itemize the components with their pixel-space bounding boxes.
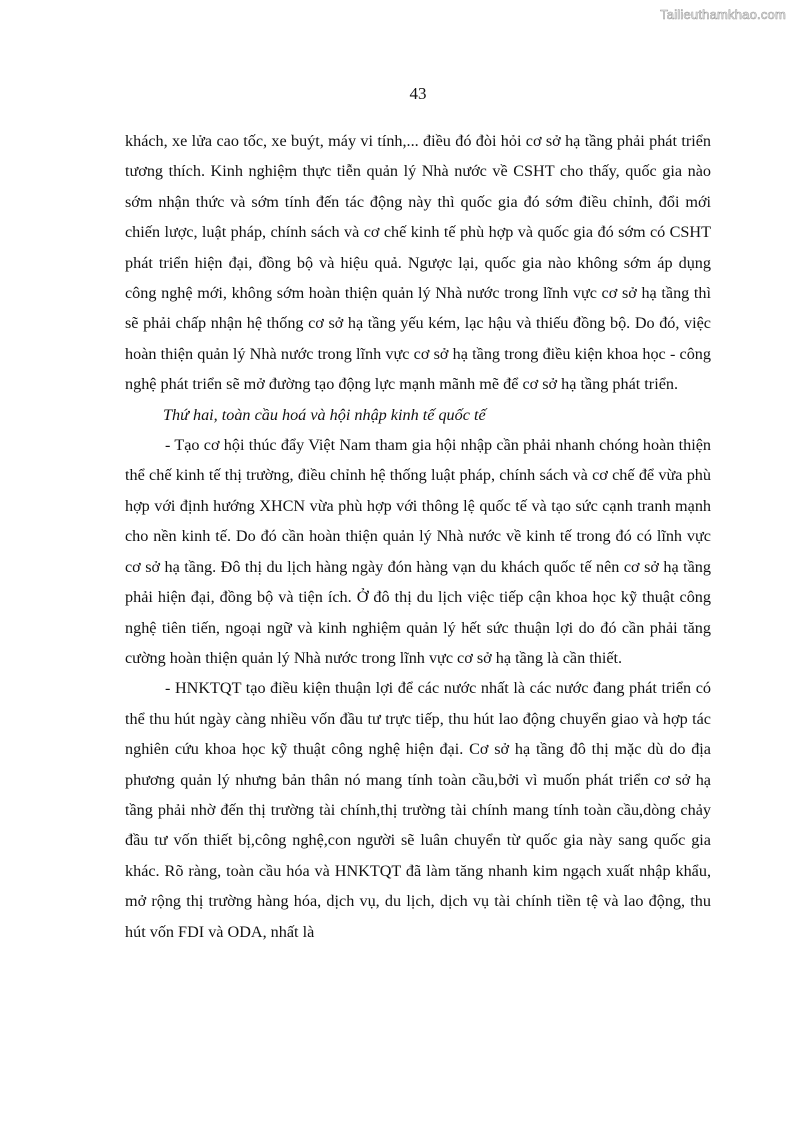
page-number: 43: [409, 84, 427, 103]
paragraph-continuation: khách, xe lửa cao tốc, xe buýt, máy vi tính,... điều đó đòi hỏi cơ sở hạ tầng phải phát triển tương thích. Kinh nghiệm thực tiễn quản lý Nhà nước về CSHT cho thấy, quốc gia nào sớm nhận thức và sớm tính đến tác động này thì quốc gia đó sớm điều chỉnh, đổi mới chiến lược, luật pháp, chính sách và cơ chế kinh tế phù hợp và quốc gia đó sớm có CSHT phát triển hiện đại, đồng bộ và hiệu quả. Ngược lại, quốc gia nào không sớm áp dụng công nghệ mới, không sớm hoàn thiện quản lý Nhà nước trong lĩnh vực cơ sở hạ tầng thì sẽ phải chấp nhận hệ thống cơ sở hạ tầng yếu kém, lạc hậu và thiếu đồng bộ. Do đó, việc hoàn thiện quản lý Nhà nước trong lĩnh vực cơ sở hạ tầng trong điều kiện khoa học - công nghệ phát triển sẽ mở đường tạo động lực mạnh mãnh mẽ để cơ sở hạ tầng phát triển.: [125, 132, 711, 394]
watermark-logo: Tailieuthamkhao.com: [660, 7, 786, 22]
paragraph-bullet: - Tạo cơ hội thúc đẩy Việt Nam tham gia hội nhập cần phải nhanh chóng hoàn thiện thể chế kinh tế thị trường, điều chỉnh hệ thống luật pháp, chính sách và cơ chế để vừa phù hợp với định hướng XHCN vừa phù hợp với thông lệ quốc tế và tạo sức cạnh tranh mạnh cho nền kinh tế. Do đó cần hoàn thiện quản lý Nhà nước về kinh tế trong đó có lĩnh vực cơ sở hạ tầng. Đô thị du lịch hàng ngày đón hàng vạn du khách quốc tế nên cơ sở hạ tầng phải hiện đại, đồng bộ và tiện ích. Ở đô thị du lịch việc tiếp cận khoa học kỹ thuật công nghệ tiên tiến, ngoại ngữ và kinh nghiệm quản lý hết sức thuận lợi do đó cần phải tăng cường hoàn thiện quản lý Nhà nước trong lĩnh vực cơ sở hạ tầng là cần thiết.: [125, 436, 711, 667]
paragraph-bullet: - HNKTQT tạo điều kiện thuận lợi để các nước nhất là các nước đang phát triển có thể thu hút ngày càng nhiều vốn đầu tư trực tiếp, thu hút lao động chuyển giao và hợp tác nghiên cứu khoa học kỹ thuật công nghệ hiện đại. Cơ sở hạ tầng đô thị mặc dù do địa phương quản lý nhưng bản thân nó mang tính toàn cầu,bởi vì muốn phát triển cơ sở hạ tầng phải nhờ đến thị trường tài chính,thị trường tài chính mang tính toàn cầu,dòng chảy đầu tư vốn thiết bị,công nghệ,con người sẽ luân chuyển từ quốc gia này sang quốc gia khác. Rõ ràng, toàn cầu hóa và HNKTQT đã làm tăng nhanh kim ngạch xuất nhập khẩu, mở rộng thị trường hàng hóa, dịch vụ, du lịch, dịch vụ tài chính tiền tệ và lao động, thu hút vốn FDI và ODA, nhất là: [125, 679, 711, 941]
document-body: [125, 126, 711, 947]
section-heading: Thứ hai, toàn cầu hoá và hội nhập kinh tế quốc tế: [163, 405, 486, 424]
